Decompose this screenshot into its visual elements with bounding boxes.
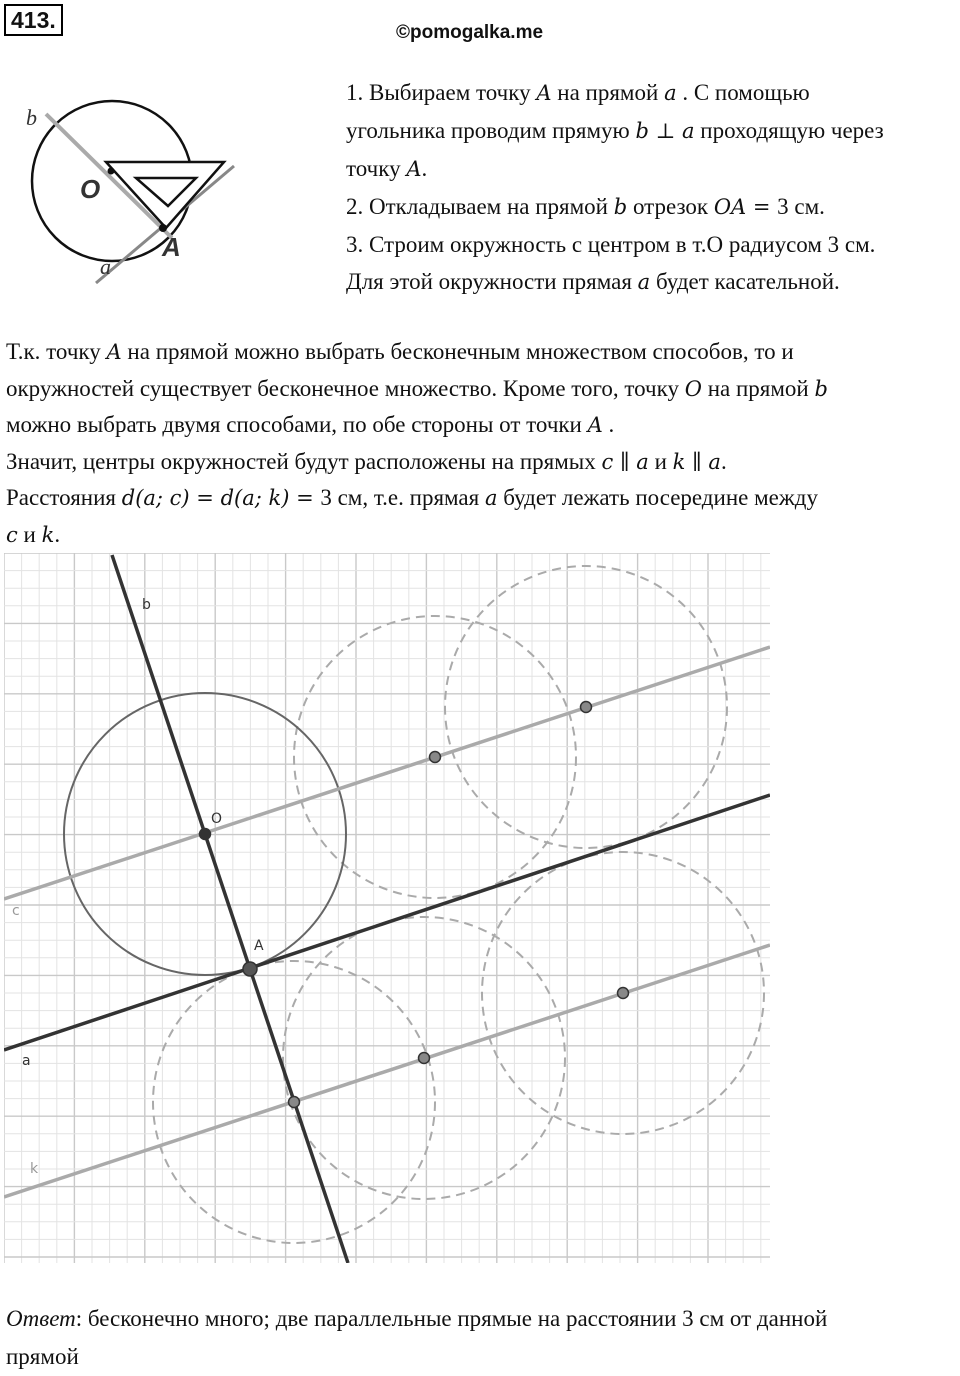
diagram-label-A: A — [254, 938, 264, 954]
point-A — [159, 224, 167, 232]
step-line: угольника проводим прямую b ⊥ a проходящую через — [346, 118, 884, 143]
paragraph-line: Расстояния d(a; c) = d(a; k) = 3 см, т.е. прямая a будет лежать посередине между — [6, 485, 818, 510]
point-O — [200, 829, 211, 840]
answer-text: : бесконечно много; две параллельные прямые на расстоянии 3 см от данной — [75, 1306, 828, 1331]
diagram-label-b: b — [142, 597, 151, 613]
point-center — [430, 752, 441, 763]
top-label-O: O — [80, 174, 101, 204]
watermark: ©pomogalka.me — [396, 22, 544, 43]
line-b — [112, 555, 348, 1263]
diagram-label-a: a — [22, 1053, 31, 1069]
paragraph-line: можно выбрать двумя способами, по обе стороны от точки A . — [6, 412, 615, 437]
diagram-label-k: k — [30, 1161, 39, 1177]
top-label-A: A — [162, 232, 181, 262]
paragraph-line: окружностей существует бесконечное множество. Кроме того, точку O на прямой b — [6, 375, 828, 401]
answer-text-cont: прямой — [6, 1344, 79, 1369]
explanation-paragraph — [6, 334, 956, 553]
answer — [6, 1300, 956, 1376]
paragraph-line: Значит, центры окружностей будут расположены на прямых c ∥ a и k ∥ a. — [6, 448, 727, 474]
point-center — [581, 702, 592, 713]
point-center — [618, 988, 629, 999]
point-A — [243, 962, 257, 976]
point-O — [108, 168, 115, 175]
step-line: точку A. — [346, 156, 428, 181]
problem-number: 413. — [4, 4, 63, 36]
top-label-a: a — [100, 254, 111, 279]
top-label-b: b — [26, 105, 37, 130]
paragraph-line: Т.к. точку A на прямой можно выбрать бесконечным множеством способов, то и — [6, 339, 794, 364]
construction-steps — [346, 74, 960, 301]
step-line: 3. Строим окружность с центром в т.О радиусом 3 см. — [346, 232, 876, 257]
step-line: 2. Откладываем на прямой b отрезок OA = 3 см. — [346, 194, 825, 219]
point-center — [419, 1053, 430, 1064]
diagram-label-c: c — [12, 903, 20, 919]
step-line: 1. Выбираем точку A на прямой a . С помощью — [346, 80, 810, 105]
point-center — [289, 1097, 300, 1108]
step-line: Для этой окружности прямая a будет касательной. — [346, 269, 840, 294]
top-illustration — [20, 78, 250, 288]
grid — [4, 553, 770, 1263]
construction-diagram — [4, 553, 770, 1263]
answer-label: Ответ — [6, 1306, 76, 1331]
diagram-label-O: O — [211, 811, 223, 827]
paragraph-line: c и k. — [6, 521, 61, 547]
